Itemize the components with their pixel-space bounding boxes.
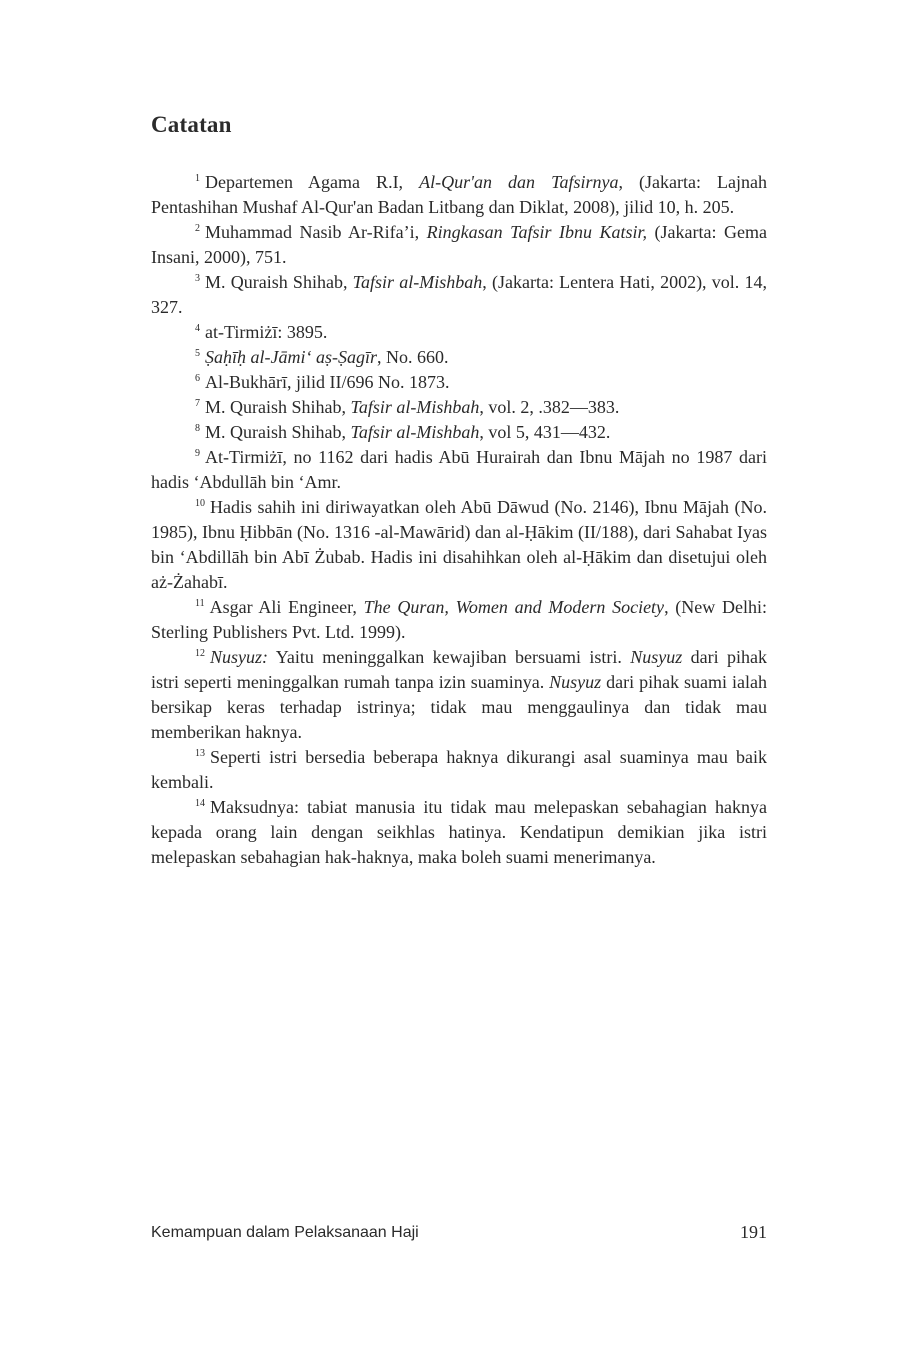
endnote-14: $^{14}$ Maksudnya: tabiat manusia itu tidak mau melepaskan sebahagian haknya kepada orang lain dengan seikhlas hatinya. Kendatipun demikian jika istri melepaskan sebahagian hak-haknya, maka boleh suami menerimanya. — [151, 797, 767, 867]
endnote-number: 10 — [195, 498, 205, 509]
endnote-number: 12 — [195, 648, 205, 659]
cited-title: Ṣaḥīḥ al-Jāmi‘ aṣ-Ṣagīr — [205, 347, 377, 367]
endnote-number: 7 — [195, 398, 200, 409]
term-nusyuz: Nusyuz — [630, 647, 683, 667]
cited-title: Tafsir al-Mishbah — [350, 397, 480, 417]
endnote-2: $^2$ Muhammad Nasib Ar-Rifa’i, Ringkasan Tafsir Ibnu Katsir, (Jakarta: Gema Insani, 2000), 751. — [151, 222, 767, 267]
cited-title: The Quran, Women and Modern Society — [363, 597, 665, 617]
page-number: 191 — [740, 1222, 767, 1242]
endnote-number: 5 — [195, 348, 200, 359]
endnote-number: 14 — [195, 798, 205, 809]
endnote-number: 11 — [195, 598, 205, 609]
endnote-number: 13 — [195, 748, 205, 759]
running-footer-title: Kemampuan dalam Pelaksanaan Haji — [151, 1224, 419, 1241]
endnote-number: 6 — [195, 373, 200, 384]
endnote-9: $^9$ At-Tirmiżī, no 1162 dari hadis Abū Hurairah dan Ibnu Mājah no 1987 dari hadis ‘Abdullāh bin ‘Amr. — [151, 447, 767, 492]
term-nusyuz: Nusyuz: — [210, 647, 268, 667]
endnote-number: 3 — [195, 273, 200, 284]
term-nusyuz: Nusyuz — [549, 672, 602, 692]
endnote-8: $^8$ M. Quraish Shihab, Tafsir al-Mishbah, vol 5, 431—432. — [195, 422, 611, 442]
endnote-7: $^7$ M. Quraish Shihab, Tafsir al-Mishbah, vol. 2, .382—383. — [195, 397, 620, 417]
cited-title: Al-Qur'an dan Tafsirnya — [419, 172, 619, 192]
endnote-10: $^{10}$ Hadis sahih ini diriwayatkan oleh Abū Dāwud (No. 2146), Ibnu Mājah (No. 1985), Ibnu Ḥibbān (No. 1316 -al-Mawārid) dan al-Ḥākim (II/188), dari Sahabat Iyas bin ‘Abdillāh bin Abī Żubab. Hadis ini disahihkan oleh al-Ḥākim dan disetujui oleh aż-Żahabī. — [151, 497, 767, 592]
endnote-1: $^1$ Departemen Agama R.I, Al-Qur'an dan Tafsirnya, (Jakarta: Lajnah Pentashihan Mushaf Al-Qur'an Badan Litbang dan Diklat, 2008), jilid 10, h. 205. — [151, 172, 768, 217]
endnote-6: $^6$ Al-Bukhārī, jilid II/696 No. 1873. — [195, 372, 450, 392]
endnote-number: 8 — [195, 423, 200, 434]
cited-title: Ringkasan Tafsir Ibnu Katsir, — [426, 222, 648, 242]
endnote-4: $^4$ at-Tirmiżī: 3895. — [195, 322, 328, 342]
endnote-11: $^{11}$ Asgar Ali Engineer, The Quran, Women and Modern Society, (New Delhi: Sterling Publishers Pvt. Ltd. 1999). — [151, 597, 768, 642]
endnotes-list — [151, 170, 767, 870]
cited-title: Tafsir al-Mishbah — [352, 272, 483, 292]
endnote-5: $^5$ Ṣaḥīḥ al-Jāmi‘ aṣ-Ṣagīr, No. 660. — [195, 347, 449, 367]
endnote-12: $^{12}$ Nusyuz: Yaitu meninggalkan kewajiban bersuami istri. Nusyuz dari pihak istri seperti meninggalkan rumah tanpa izin suaminya. Nusyuz dari pihak suami ialah bersikap keras terhadap istrinya; tidak mau menggaulinya dan tidak mau memberikan haknya. — [151, 647, 767, 742]
endnote-number: 9 — [195, 448, 200, 459]
endnote-number: 1 — [195, 173, 200, 184]
cited-title: Tafsir al-Mishbah — [350, 422, 480, 442]
endnote-3: $^3$ M. Quraish Shihab, Tafsir al-Mishbah, (Jakarta: Lentera Hati, 2002), vol. 14, 327. — [151, 272, 768, 317]
endnote-number: 2 — [195, 223, 200, 234]
endnote-13: $^{13}$ Seperti istri bersedia beberapa haknya dikurangi asal suaminya mau baik kembali. — [151, 747, 767, 792]
endnote-number: 4 — [195, 323, 200, 334]
section-heading: Catatan — [151, 112, 232, 137]
